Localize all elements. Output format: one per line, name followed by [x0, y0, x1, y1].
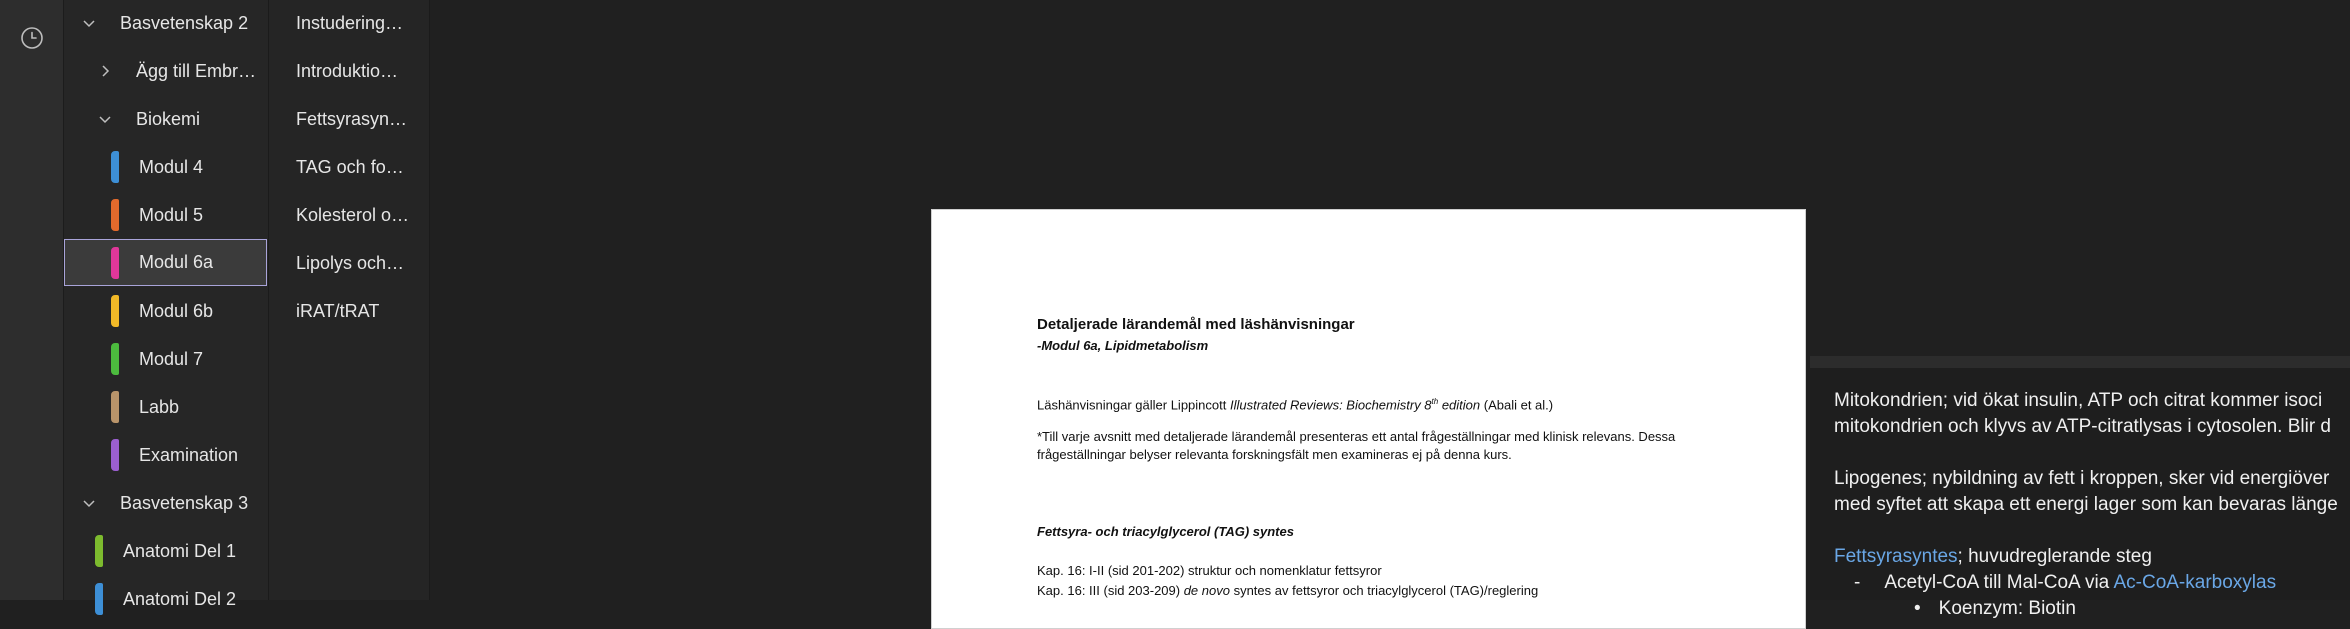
kap2-prefix: Kap. 16: III (sid 203-209)	[1037, 583, 1184, 598]
note-line: Mitokondrien; vid ökat insulin, ATP och citrat kommer isoci	[1834, 390, 2323, 411]
section-color-tab	[111, 439, 119, 471]
embedded-pdf-printout[interactable]	[931, 209, 1806, 629]
tree-item-label: Anatomi Del 1	[123, 540, 237, 561]
section-anatomi-del-1[interactable]	[95, 531, 265, 571]
doc-kap-line-2	[1037, 582, 1745, 600]
page-item[interactable]	[296, 147, 424, 187]
section-group-agg-till-embr[interactable]	[97, 51, 267, 91]
section-color-tab	[95, 535, 103, 567]
tree-item-label: Modul 5	[139, 204, 204, 225]
tree-item-label: Basvetenskap 2	[120, 12, 249, 33]
note-line: mitokondrien och klyvs av ATP-citratlysas i cytosolen. Blir d	[1834, 416, 2331, 437]
page-item-label: Introduktio…	[296, 60, 399, 81]
ref-edition: edition	[1438, 397, 1481, 413]
section-modul-5[interactable]	[111, 195, 261, 235]
note-line	[1854, 570, 2276, 596]
tree-item-label: Modul 6b	[139, 300, 214, 321]
clock-icon[interactable]	[20, 26, 44, 50]
page-item[interactable]	[296, 243, 424, 283]
doc-subtitle: -Modul 6a, Lipidmetabolism	[1037, 338, 1209, 353]
page-item[interactable]	[296, 51, 424, 91]
chevron-right-icon	[97, 63, 113, 79]
section-modul-6b[interactable]	[111, 291, 261, 331]
note-text: ; huvudreglerande steg	[1957, 546, 2152, 567]
kap2-italic: de novo	[1183, 583, 1230, 598]
tree-item-label: Biokemi	[136, 108, 201, 129]
section-anatomi-del-2[interactable]	[95, 579, 265, 619]
page-item[interactable]	[296, 99, 424, 139]
section-color-tab	[111, 199, 119, 231]
page-canvas[interactable]	[430, 0, 2338, 619]
note-line	[1914, 596, 2076, 622]
page-list	[269, 0, 430, 600]
note-text: Koenzym: Biotin	[1938, 598, 2076, 619]
tree-item-label: Ägg till Embr…	[136, 60, 257, 81]
note-text: Acetyl-CoA till Mal-CoA via	[1884, 572, 2114, 593]
tree-item-label: Examination	[139, 444, 239, 465]
section-labb[interactable]	[111, 387, 261, 427]
doc-section-title: Fettsyra- och triacylglycerol (TAG) syntes	[1037, 524, 1294, 539]
page-item-label: Kolesterol o…	[296, 204, 410, 225]
section-color-tab	[95, 583, 103, 615]
ref-book-title: Illustrated Reviews: Biochemistry 8	[1229, 397, 1432, 413]
note-container[interactable]	[1810, 356, 2350, 619]
ref-superscript: th	[1431, 397, 1439, 406]
tree-item-label: Labb	[139, 396, 180, 417]
bullet-dash: -	[1854, 572, 1861, 593]
section-color-tab	[111, 247, 119, 279]
bullet-dot: •	[1914, 598, 1921, 619]
page-item-label: Fettsyrasyn…	[296, 108, 408, 129]
section-color-tab	[111, 295, 119, 327]
tree-item-label: Modul 7	[139, 348, 204, 369]
kap2-suffix: syntes av fettsyror och triacylglycerol (TAG)/reglering	[1229, 583, 1539, 598]
section-color-tab	[111, 391, 119, 423]
notebook-basvetenskap-2[interactable]	[81, 3, 261, 43]
ac-coa-karboxylas-link[interactable]: Ac-CoA-karboxylas	[2113, 572, 2277, 593]
page-item-label: iRAT/tRAT	[296, 300, 380, 321]
chevron-down-icon	[81, 15, 97, 31]
left-rail	[0, 0, 64, 600]
chevron-down-icon	[81, 495, 97, 511]
page-item[interactable]	[296, 3, 424, 43]
section-tree	[64, 0, 269, 609]
page-item-label: Instudering…	[296, 12, 404, 33]
fettsyrasyntes-link[interactable]: Fettsyrasyntes	[1834, 546, 1958, 567]
section-modul-6a[interactable]	[64, 239, 267, 286]
tree-item-label: Anatomi Del 2	[123, 588, 237, 609]
doc-note-line-1: *Till varje avsnitt med detaljerade lärandemål presenteras ett antal frågeställningar med klinisk relevans. Dessa	[1037, 429, 1676, 444]
section-modul-7[interactable]	[111, 339, 261, 379]
ref-prefix: Läshänvisningar gäller Lippincott	[1037, 397, 1230, 413]
page-item[interactable]	[296, 291, 424, 331]
note-line	[1834, 544, 2152, 570]
chevron-down-icon	[97, 111, 113, 127]
page-item-label: TAG och fo…	[296, 156, 404, 177]
tree-item-label: Basvetenskap 3	[120, 492, 249, 513]
section-color-tab	[111, 343, 119, 375]
section-color-tab	[111, 151, 119, 183]
page-item-label: Lipolys och…	[296, 252, 405, 273]
note-line: Lipogenes; nybildning av fett i kroppen, sker vid energiöver	[1834, 468, 2330, 489]
page-item[interactable]	[296, 195, 424, 235]
doc-note-line-2: frågeställningar belyser relevanta forskningsfält men examineras ej på denna kurs.	[1037, 447, 1512, 462]
section-examination[interactable]	[111, 435, 266, 475]
doc-kap-line-1: Kap. 16: I-II (sid 201-202) struktur och nomenklatur fettsyror	[1037, 563, 1382, 578]
tree-item-label: Modul 6a	[139, 252, 214, 272]
section-group-biokemi[interactable]	[97, 99, 267, 139]
tree-item-label: Modul 4	[139, 156, 204, 177]
doc-reading-reference	[1037, 393, 1745, 414]
ref-authors: (Abali et al.)	[1480, 397, 1554, 413]
section-modul-4[interactable]	[111, 147, 261, 187]
notebook-basvetenskap-3[interactable]	[81, 483, 261, 523]
doc-title: Detaljerade lärandemål med läshänvisningar	[1037, 316, 1355, 333]
note-line: med syftet att skapa ett energi lager som kan bevaras länge	[1834, 494, 2338, 515]
